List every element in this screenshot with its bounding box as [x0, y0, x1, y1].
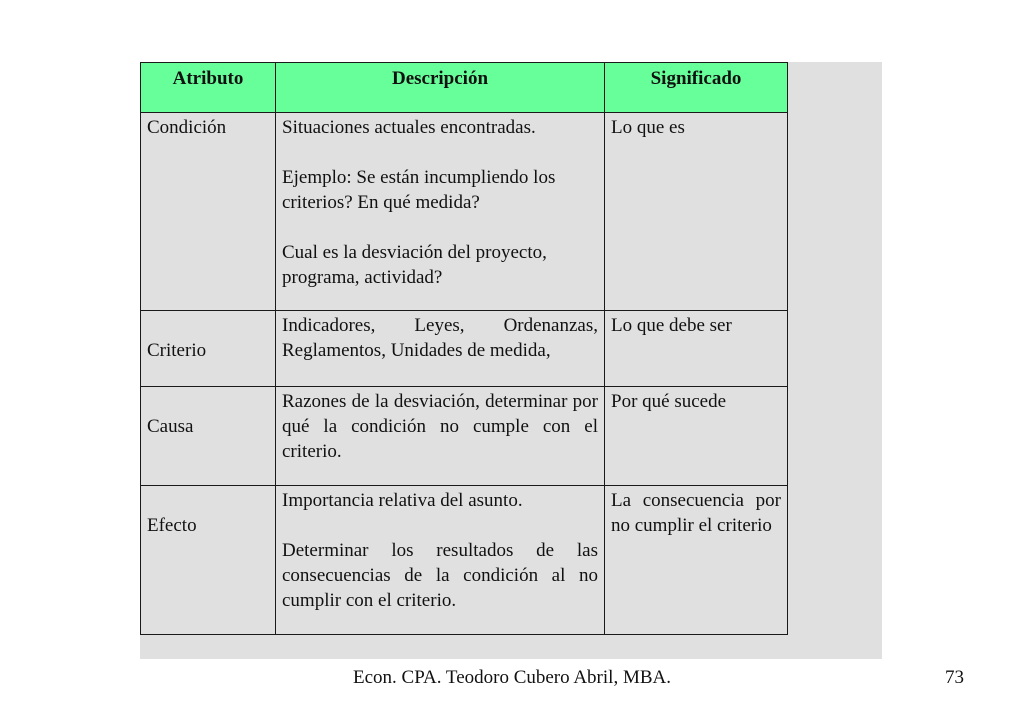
description-cell: [276, 113, 605, 311]
attribute-cell: [141, 113, 276, 311]
meaning-text: Lo que debe ser: [611, 315, 732, 336]
attribute-label: Efecto: [147, 515, 197, 536]
meaning-text: La consecuencia por no cumplir el criterio: [611, 490, 781, 536]
meaning-cell: [605, 387, 788, 486]
description-cell: [276, 387, 605, 486]
description-text: Situaciones actuales encontradas.: [282, 117, 536, 138]
footer-author: Econ. CPA. Teodoro Cubero Abril, MBA.: [353, 667, 671, 688]
description-text: Indicadores, Leyes, Ordenanzas, Reglamentos, Unidades de medida,: [282, 315, 598, 361]
description-text: Determinar los resultados de las consecuencias de la condición al no cumplir con el criterio.: [282, 540, 598, 611]
meaning-cell: [605, 113, 788, 311]
header-descripcion: Descripción: [276, 63, 605, 113]
attribute-cell: [141, 486, 276, 635]
meaning-text: Lo que es: [611, 117, 685, 138]
meaning-text: Por qué sucede: [611, 391, 727, 412]
meaning-cell: [605, 311, 788, 387]
description-text: Importancia relativa del asunto.: [282, 490, 523, 511]
attribute-cell: [141, 387, 276, 486]
table-row: [141, 311, 788, 387]
attributes-table: [140, 62, 788, 635]
description-text: Ejemplo: Se están incumpliendo los criterios? En qué medida?: [282, 167, 556, 213]
description-cell: [276, 311, 605, 387]
page-number: 73: [945, 667, 964, 688]
description-text: Razones de la desviación, determinar por qué la condición no cumple con el criterio.: [282, 391, 598, 462]
attribute-cell: [141, 311, 276, 387]
table-row: [141, 387, 788, 486]
table-row: [141, 113, 788, 311]
description-text: Cual es la desviación del proyecto, programa, actividad?: [282, 242, 547, 288]
table-header-row: [141, 63, 788, 113]
description-cell: [276, 486, 605, 635]
header-significado: Significado: [605, 63, 788, 113]
attribute-label: Condición: [147, 117, 227, 138]
table-row: [141, 486, 788, 635]
meaning-cell: [605, 486, 788, 635]
attribute-label: Criterio: [147, 340, 207, 361]
header-atributo: Atributo: [141, 63, 276, 113]
attribute-label: Causa: [147, 416, 194, 437]
